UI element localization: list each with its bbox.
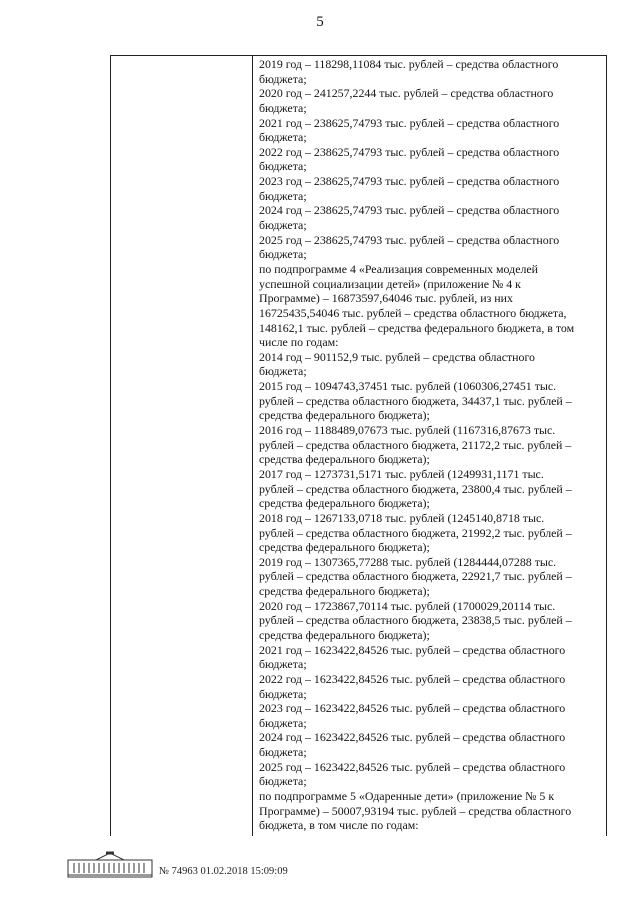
document-id-stamp: № 74963 01.02.2018 15:09:09 bbox=[159, 866, 288, 877]
document-table bbox=[110, 55, 607, 836]
text-line: 2014 год – 901152,9 тыс. рублей – средства областного bbox=[259, 349, 535, 364]
text-line: бюджета; bbox=[259, 100, 307, 115]
text-line: 2024 год – 238625,74793 тыс. рублей – средства областного bbox=[259, 203, 560, 218]
text-line: бюджета; bbox=[259, 188, 307, 203]
text-line: средства федерального бюджета); bbox=[259, 627, 430, 642]
text-line: 2021 год – 1623422,84526 тыс. рублей – средства областного bbox=[259, 642, 566, 657]
column-divider bbox=[252, 56, 253, 836]
text-line: средства федерального бюджета); bbox=[259, 452, 430, 467]
text-line: 148162,1 тыс. рублей – средства федерального бюджета, в том bbox=[259, 320, 575, 335]
text-line: бюджета; bbox=[259, 130, 307, 145]
text-line: числе по годам: bbox=[259, 335, 339, 350]
text-line: средства федерального бюджета); bbox=[259, 584, 430, 599]
text-line: 2020 год – 241257,2244 тыс. рублей – средства областного bbox=[259, 86, 554, 101]
text-line: 2020 год – 1723867,70114 тыс. рублей (1700029,20114 тыс. bbox=[259, 598, 556, 613]
text-line: 16725435,54046 тыс. рублей – средства областного бюджета, bbox=[259, 305, 567, 320]
text-line: Программе) – 16873597,64046 тыс. рублей, из них bbox=[259, 291, 513, 306]
text-line: Программе) – 50007,93194 тыс. рублей – средства областного bbox=[259, 803, 572, 818]
text-line: бюджета; bbox=[259, 686, 307, 701]
text-line: по подпрограмме 5 «Одаренные дети» (приложение № 5 к bbox=[259, 789, 555, 804]
text-line: 2023 год – 238625,74793 тыс. рублей – средства областного bbox=[259, 174, 560, 189]
text-line: 2024 год – 1623422,84526 тыс. рублей – средства областного bbox=[259, 730, 566, 745]
text-line: средства федерального бюджета); bbox=[259, 540, 430, 555]
page-number: 5 bbox=[316, 14, 324, 30]
text-line: 2015 год – 1094743,37451 тыс. рублей (1060306,27451 тыс. bbox=[259, 379, 557, 394]
text-line: рублей – средства областного бюджета, 21992,2 тыс. рублей – bbox=[259, 525, 572, 540]
text-line: 2016 год – 1188489,07673 тыс. рублей (1167316,87673 тыс. bbox=[259, 423, 556, 438]
text-line: бюджета; bbox=[259, 774, 307, 789]
text-line: 2018 год – 1267133,0718 тыс. рублей (1245140,8718 тыс. bbox=[259, 510, 545, 525]
text-line: 2021 год – 238625,74793 тыс. рублей – средства областного bbox=[259, 115, 560, 130]
text-line: 2017 год – 1273731,5171 тыс. рублей (1249931,1171 тыс. bbox=[259, 466, 544, 481]
text-line: успешной социализации детей» (приложение № 4 к bbox=[259, 276, 521, 291]
text-line: 2025 год – 238625,74793 тыс. рублей – средства областного bbox=[259, 232, 560, 247]
text-line: бюджета; bbox=[259, 364, 307, 379]
text-line: рублей – средства областного бюджета, 23838,5 тыс. рублей – bbox=[259, 613, 572, 628]
text-line: бюджета; bbox=[259, 715, 307, 730]
text-line: бюджета; bbox=[259, 218, 307, 233]
text-line: 2023 год – 1623422,84526 тыс. рублей – средства областного bbox=[259, 701, 566, 716]
text-line: 2025 год – 1623422,84526 тыс. рублей – средства областного bbox=[259, 759, 566, 774]
table-cell-text bbox=[259, 57, 602, 833]
text-line: средства федерального бюджета); bbox=[259, 408, 430, 423]
text-line: 2019 год – 1307365,77288 тыс. рублей (1284444,07288 тыс. bbox=[259, 554, 557, 569]
text-line: средства федерального бюджета); bbox=[259, 496, 430, 511]
text-line: бюджета; bbox=[259, 657, 307, 672]
text-line: бюджета; bbox=[259, 745, 307, 760]
text-line: по подпрограмме 4 «Реализация современных моделей bbox=[259, 261, 539, 276]
building-stamp-icon bbox=[66, 851, 154, 879]
text-line: бюджета, в том числе по годам: bbox=[259, 818, 419, 833]
text-line: бюджета; bbox=[259, 247, 307, 262]
text-line: бюджета; bbox=[259, 159, 307, 174]
text-line: 2022 год – 1623422,84526 тыс. рублей – средства областного bbox=[259, 671, 566, 686]
text-line: 2022 год – 238625,74793 тыс. рублей – средства областного bbox=[259, 144, 560, 159]
text-line: рублей – средства областного бюджета, 21172,2 тыс. рублей – bbox=[259, 437, 572, 452]
text-line: рублей – средства областного бюджета, 34437,1 тыс. рублей – bbox=[259, 393, 572, 408]
text-line: рублей – средства областного бюджета, 23800,4 тыс. рублей – bbox=[259, 481, 572, 496]
text-line: бюджета; bbox=[259, 71, 307, 86]
text-line: рублей – средства областного бюджета, 22921,7 тыс. рублей – bbox=[259, 569, 572, 584]
text-line: 2019 год – 118298,11084 тыс. рублей – средства областного bbox=[259, 57, 559, 71]
